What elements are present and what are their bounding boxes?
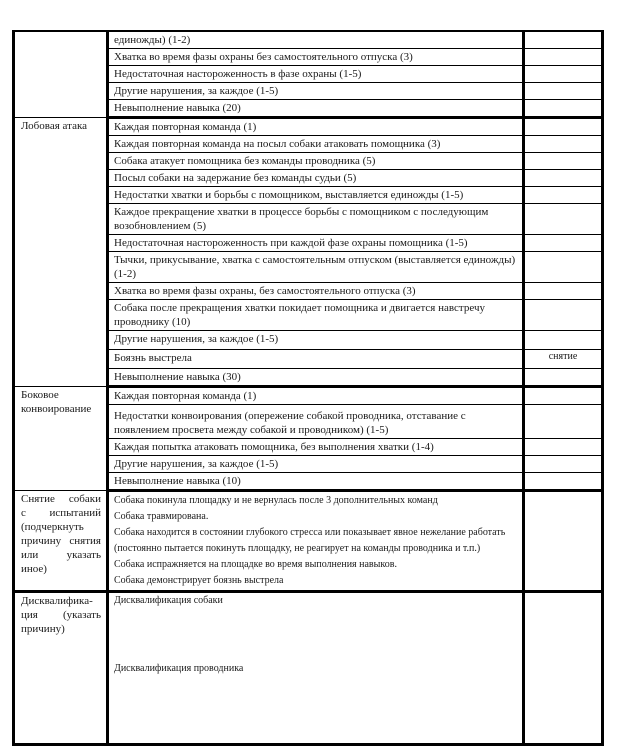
- score-cell[interactable]: [524, 252, 603, 283]
- score-cell[interactable]: [524, 66, 603, 83]
- penalty-table: [12, 30, 604, 746]
- score-cell[interactable]: [524, 405, 603, 439]
- category-cell: [14, 31, 108, 118]
- score-cell[interactable]: [524, 136, 603, 153]
- score-cell[interactable]: [524, 170, 603, 187]
- penalty-item: Каждая повторная команда (1): [108, 387, 524, 405]
- score-cell[interactable]: [524, 204, 603, 235]
- penalty-item: Боязнь выстрела: [108, 350, 524, 369]
- spacer: [114, 608, 517, 662]
- penalty-item: единожды) (1-2): [108, 31, 524, 49]
- category-line: иное): [21, 563, 47, 575]
- category-line: причину снятия: [21, 535, 101, 547]
- penalty-item: Каждая попытка атаковать помощника, без выполнения хватки (1-4): [108, 439, 524, 456]
- category-line: Снятие собаки: [21, 493, 101, 505]
- table-row: [14, 31, 603, 49]
- withdrawal-reason[interactable]: Собака демонстрирует боязнь выстрела: [114, 575, 284, 586]
- withdrawal-reason[interactable]: Собака покинула площадку и не вернулась после 3 дополнительных команд: [114, 495, 438, 506]
- withdrawal-reason[interactable]: Собака находится в состоянии глубокого стресса или показывает явное нежелание работать (постоянно пытается покинуть площадку, не реагирует на команды проводника и т.п.): [114, 527, 506, 554]
- disqualification-category-cell: [14, 592, 108, 745]
- withdrawal-reasons: [108, 491, 524, 592]
- disqualify-dog[interactable]: Дисквалификация собаки: [114, 595, 223, 606]
- penalty-item: Посыл собаки на задержание без команды судьи (5): [108, 170, 524, 187]
- category-line: Дисквалифика-: [21, 595, 93, 607]
- score-cell[interactable]: [524, 369, 603, 387]
- score-cell[interactable]: [524, 83, 603, 100]
- score-cell[interactable]: [524, 439, 603, 456]
- category-cell: Боковое конвоирование: [14, 387, 108, 491]
- penalty-item: Хватка во время фазы охраны, без самостоятельного отпуска (3): [108, 283, 524, 300]
- withdrawal-reason[interactable]: Собака испражняется на площадке во время выполнения навыков.: [114, 559, 397, 570]
- category-line: (подчеркнуть: [21, 521, 84, 533]
- score-cell[interactable]: [524, 100, 603, 118]
- score-cell[interactable]: [524, 592, 603, 745]
- penalty-item: Собака после прекращения хватки покидает помощника и двигается навстречу проводнику (10): [108, 300, 524, 331]
- table-row: [14, 592, 603, 745]
- score-cell[interactable]: [524, 473, 603, 491]
- score-cell[interactable]: [524, 387, 603, 405]
- category-line: с испытаний: [21, 507, 101, 519]
- penalty-item: Каждая повторная команда на посыл собаки атаковать помощника (3): [108, 136, 524, 153]
- disqualify-handler[interactable]: Дисквалификация проводника: [114, 663, 244, 674]
- score-cell[interactable]: [524, 456, 603, 473]
- category-cell: Лобовая атака: [14, 118, 108, 387]
- penalty-item: Другие нарушения, за каждое (1-5): [108, 331, 524, 350]
- score-cell[interactable]: [524, 491, 603, 592]
- penalty-item: Тычки, прикусывание, хватка с самостоятельным отпуском (выставляется единожды) (1-2): [108, 252, 524, 283]
- penalty-item: Другие нарушения, за каждое (1-5): [108, 456, 524, 473]
- score-cell[interactable]: [524, 118, 603, 136]
- score-cell[interactable]: [524, 31, 603, 49]
- table-row: [14, 491, 603, 592]
- penalty-item: Невыполнение навыка (20): [108, 100, 524, 118]
- category-line: или указать: [21, 549, 101, 561]
- penalty-item: Собака атакует помощника без команды проводника (5): [108, 153, 524, 170]
- table-row: [14, 387, 603, 405]
- score-cell[interactable]: [524, 187, 603, 204]
- category-line: причину): [21, 623, 65, 635]
- score-cell[interactable]: [524, 283, 603, 300]
- penalty-item: Хватка во время фазы охраны без самостоятельного отпуска (3): [108, 49, 524, 66]
- penalty-item: Недостатки хватки и борьбы с помощником, выставляется единожды (1-5): [108, 187, 524, 204]
- penalty-item: Каждая повторная команда (1): [108, 118, 524, 136]
- score-cell[interactable]: [524, 300, 603, 331]
- score-cell[interactable]: снятие: [524, 350, 603, 369]
- score-cell[interactable]: [524, 49, 603, 66]
- score-cell[interactable]: [524, 235, 603, 252]
- disqualification-cell: [108, 592, 524, 745]
- withdrawal-category-cell: [14, 491, 108, 592]
- withdrawal-reason[interactable]: Собака травмирована.: [114, 511, 209, 522]
- category-line: ция (указать: [21, 609, 101, 621]
- penalty-item: Другие нарушения, за каждое (1-5): [108, 83, 524, 100]
- score-cell[interactable]: [524, 153, 603, 170]
- penalty-item: Недостаточная настороженность в фазе охраны (1-5): [108, 66, 524, 83]
- table-row: [14, 118, 603, 136]
- score-cell[interactable]: [524, 331, 603, 350]
- penalty-item: Каждое прекращение хватки в процессе борьбы с помощником с последующим возобновлением (5): [108, 204, 524, 235]
- penalty-item: Недостаточная настороженность при каждой фазе охраны помощника (1-5): [108, 235, 524, 252]
- penalty-item: Невыполнение навыка (10): [108, 473, 524, 491]
- penalty-item: Недостатки конвоирования (опережение собакой проводника, отставание с появлением просвета между собакой и проводником) (1-5): [108, 405, 524, 439]
- penalty-item: Невыполнение навыка (30): [108, 369, 524, 387]
